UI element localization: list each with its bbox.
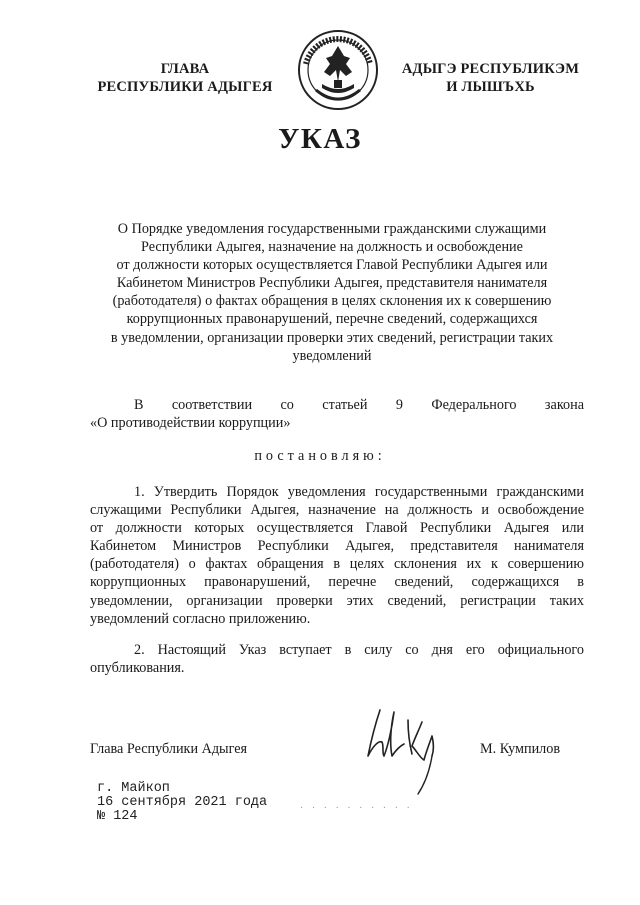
decree-word: постановляю:	[254, 448, 386, 464]
subject-line: от должности которых осуществляется Главой Республики Адыгея или	[116, 257, 548, 274]
subject-line: (работодателя) о фактах обращения в целях склонения их к совершению	[112, 293, 552, 310]
decree-subject	[90, 220, 574, 365]
item-1-line: уведомлений согласно приложению.	[90, 610, 311, 627]
subject-line: коррупционных правонарушений, перечне сведений, содержащихся	[126, 311, 538, 328]
item-1-line: коррупционных правонарушений, перечне сведений, содержащихся в	[90, 574, 584, 591]
item-1-line: от должности которых осуществляется Главой Республики Адыгея или	[90, 520, 584, 537]
issuer-adyghe-line-1: АДЫГЭ РЕСПУБЛИКЭМ	[401, 61, 580, 77]
issuer-title-russian	[80, 60, 290, 96]
coat-of-arms-emblem	[296, 28, 380, 112]
signatory-name: М. Кумпилов	[480, 741, 561, 757]
preamble-line: «О противодействии коррупции»	[90, 415, 291, 432]
preamble	[90, 396, 584, 432]
subject-line: уведомлений	[292, 347, 372, 364]
issuer-line-1: ГЛАВА	[160, 61, 210, 77]
subject-line: О Порядке уведомления государственными гражданскими служащими	[117, 221, 547, 237]
item-1-line: (работодателя) о фактах обращения в целях склонения их к совершению	[90, 556, 584, 573]
subject-line: Республики Адыгея, назначение на должность и освобождение	[141, 239, 523, 256]
item-1-line: уведомлении, организации проверки этих сведений, регистрации таких	[90, 592, 584, 609]
item-2	[90, 641, 584, 677]
issue-place: г. Майкоп	[97, 781, 170, 796]
item-2-line: 2. Настоящий Указ вступает в силу со дня его официального	[134, 642, 584, 658]
preamble-line: В соответствии со статьей 9 Федерального закона	[134, 397, 584, 413]
issuer-title-adyghe	[383, 60, 598, 96]
issuer-line-2: РЕСПУБЛИКИ АДЫГЕЯ	[97, 79, 273, 95]
scan-speckles: · · · · · · · · · ·	[300, 803, 413, 814]
item-2-line: опубликования.	[90, 660, 185, 677]
decree-number: № 124	[97, 809, 138, 824]
subject-line: Кабинетом Министров Республики Адыгея, представителя нанимателя	[116, 275, 548, 292]
item-1-line: Кабинетом Министров Республики Адыгея, представителя нанимателя	[90, 538, 584, 555]
item-1-line: служащими Республики Адыгея, назначение на должность и освобождение	[90, 502, 584, 519]
item-1	[90, 483, 584, 628]
handwritten-signature	[360, 698, 455, 798]
issue-date: 16 сентября 2021 года	[97, 795, 268, 810]
signatory-role: Глава Республики Адыгея	[90, 741, 248, 757]
issuer-adyghe-line-2: И ЛЫШЪХЬ	[446, 79, 535, 95]
item-1-line: 1. Утвердить Порядок уведомления государственными гражданскими	[134, 484, 584, 500]
document-title: УКАЗ	[278, 123, 362, 155]
subject-line: в уведомлении, организации проверки этих сведений, регистрации таких	[110, 329, 554, 346]
